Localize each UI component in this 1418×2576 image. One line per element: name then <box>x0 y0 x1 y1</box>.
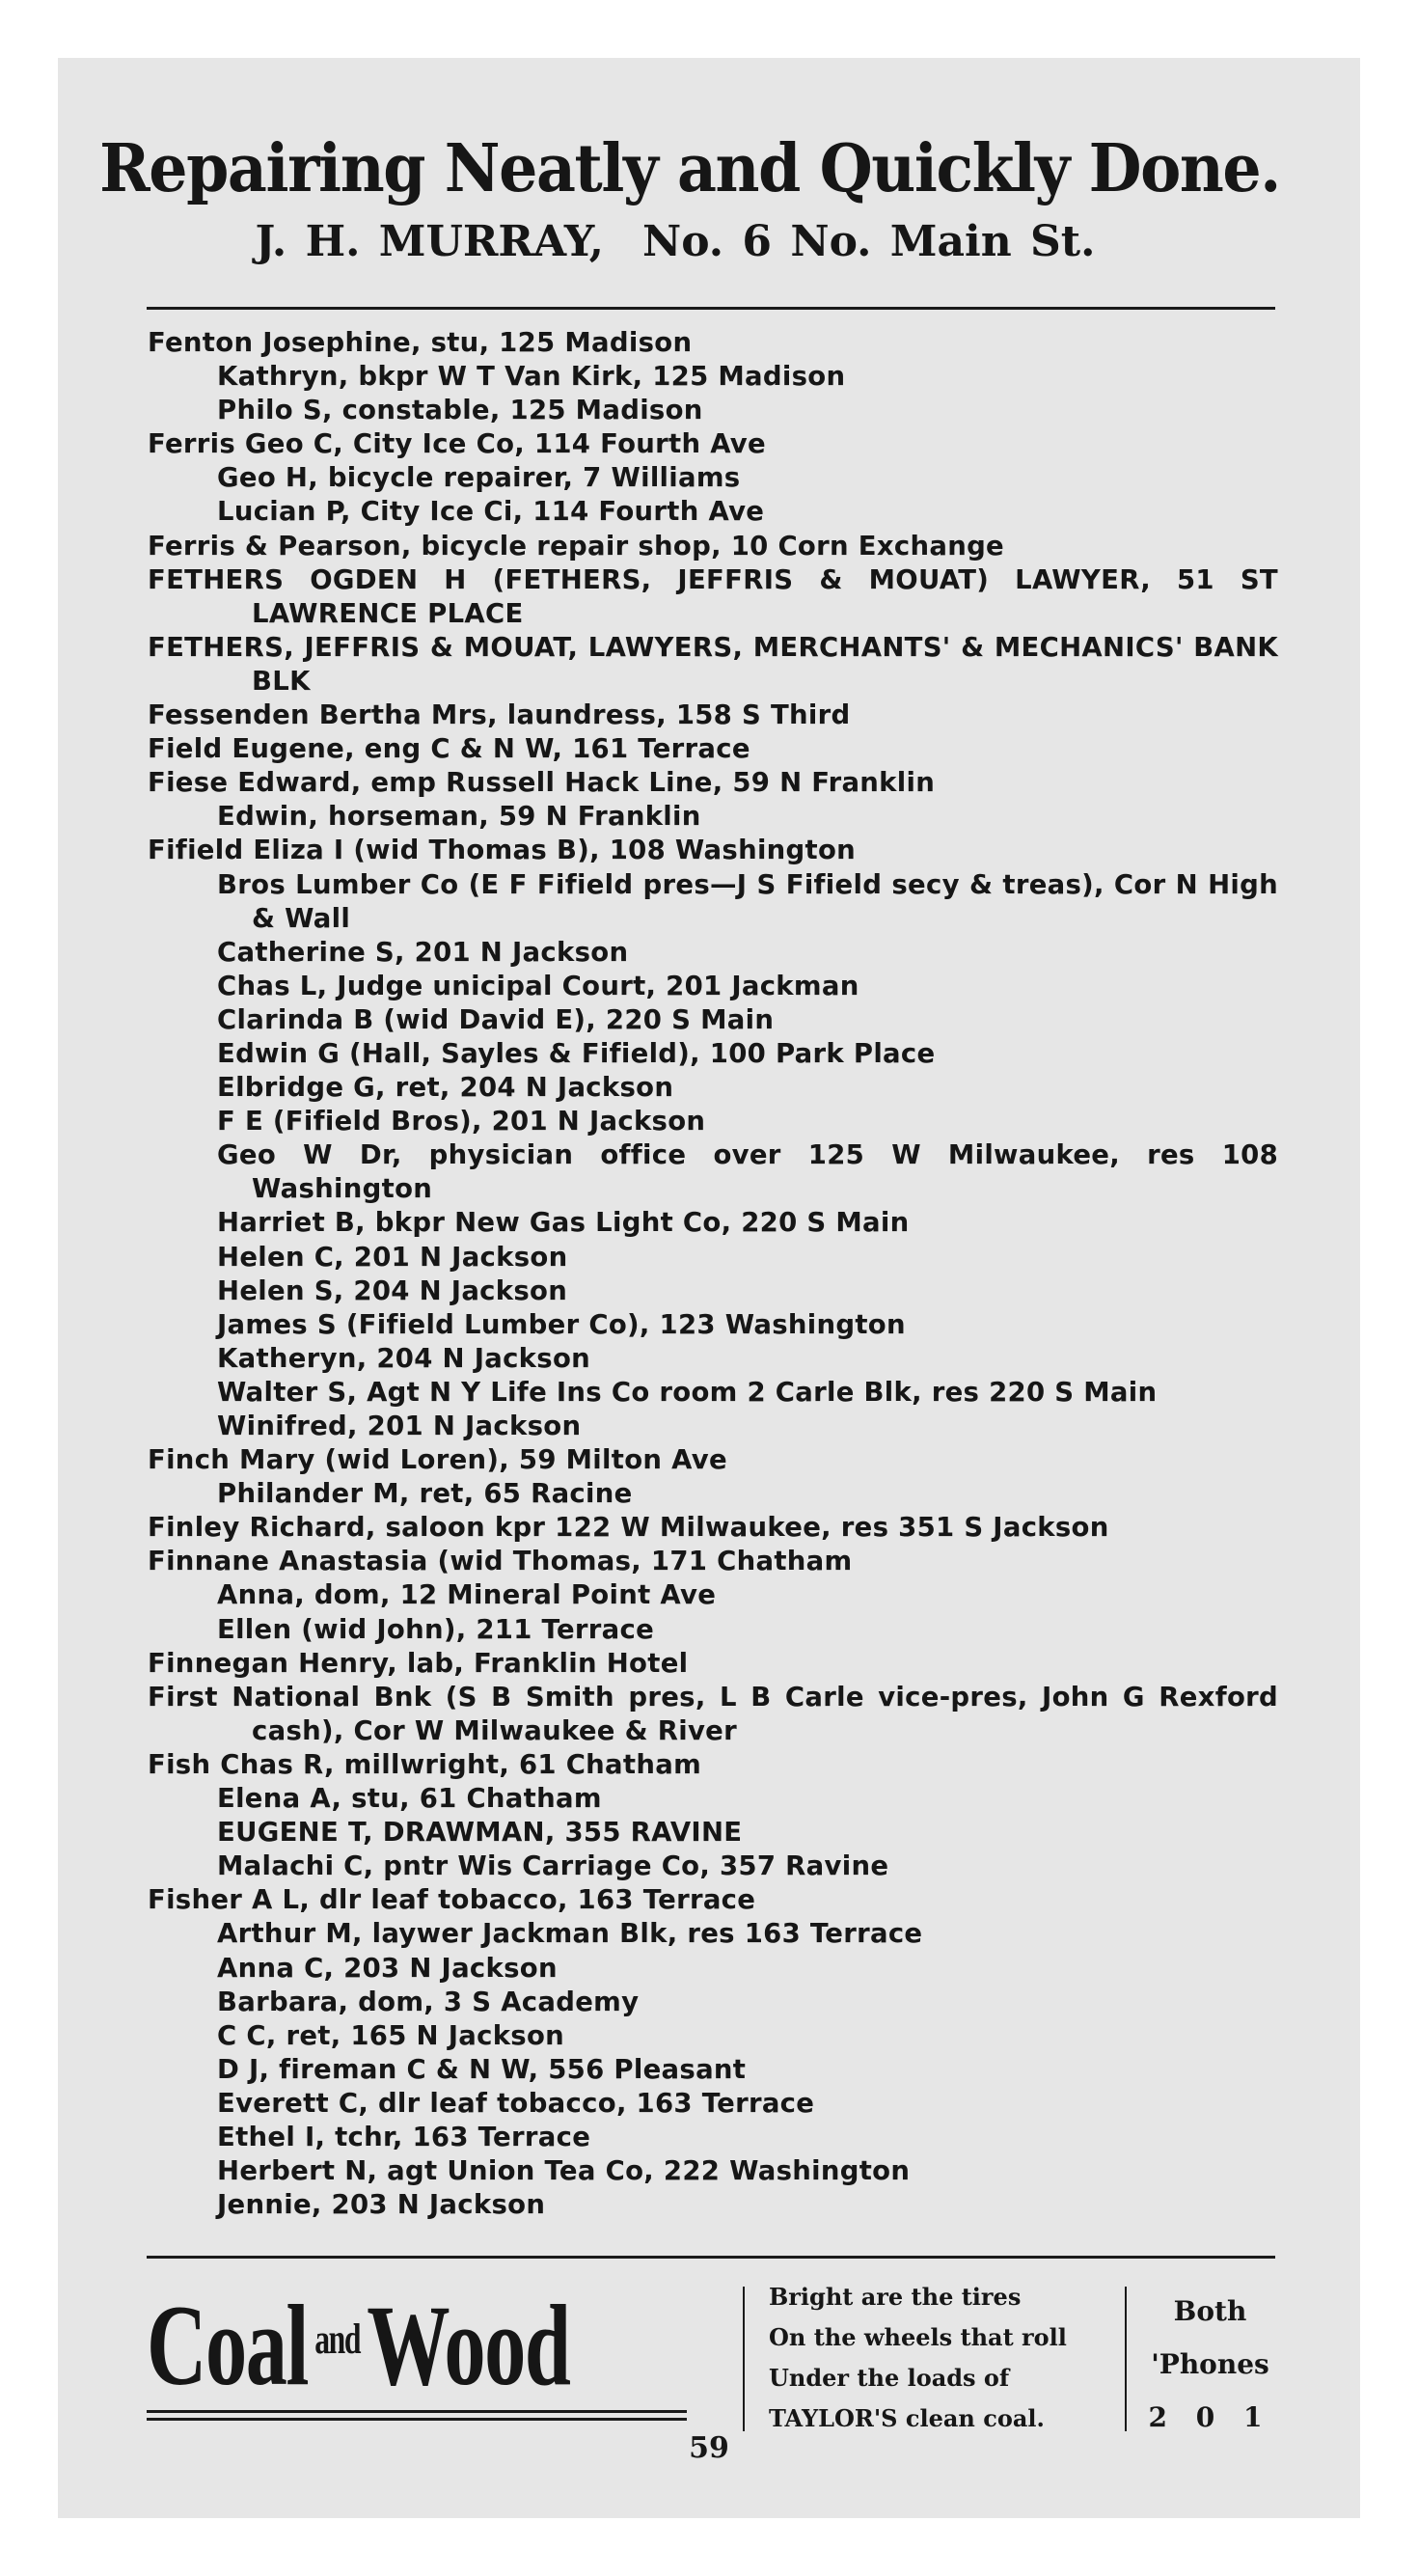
directory-entry: Edwin G (Hall, Sayles & Fifield), 100 Park Place <box>217 1037 936 1069</box>
directory-entry: James S (Fifield Lumber Co), 123 Washington <box>217 1308 906 1340</box>
directory-entry: FETHERS OGDEN H (FETHERS, JEFFRIS & MOUAT) LAWYER, 51 ST LAWRENCE PLACE <box>148 563 1278 629</box>
phone-number: 2 0 1 <box>1148 2401 1272 2433</box>
phones-label: 'Phones <box>1151 2348 1269 2380</box>
directory-entry: Walter S, Agt N Y Life Ins Co room 2 Carle Blk, res 220 S Main <box>217 1376 1158 1408</box>
directory-entry: Kathryn, bkpr W T Van Kirk, 125 Madison <box>217 361 846 393</box>
directory-entry: Edwin, horseman, 59 N Franklin <box>217 801 701 833</box>
directory-entry: First National Bnk (S B Smith pres, L B Carle vice-pres, John G Rexford cash), Cor W Milwaukee & River <box>148 1681 1278 1746</box>
directory-entry: Anna, dom, 12 Mineral Point Ave <box>217 1579 717 1611</box>
directory-entry: D J, fireman C & N W, 556 Pleasant <box>217 2053 747 2085</box>
ad-separator-left <box>743 2287 745 2431</box>
ad-business-name: J. H. MURRAY, <box>255 217 604 266</box>
ad-subline <box>0 215 1360 269</box>
directory-entry: Field Eugene, eng C & N W, 161 Terrace <box>148 733 750 765</box>
directory-entry: Fenton Josephine, stu, 125 Madison <box>148 327 693 358</box>
directory-entry: Fish Chas R, millwright, 61 Chatham <box>148 1748 702 1780</box>
directory-entry: Lucian P, City Ice Ci, 114 Fourth Ave <box>217 496 765 528</box>
slogan-line: Under the loads of <box>769 2364 1010 2392</box>
directory-entry: Ferris Geo C, City Ice Co, 114 Fourth Ave <box>148 428 766 460</box>
directory-entry: Helen S, 204 N Jackson <box>217 1274 568 1306</box>
and-word: and <box>314 2316 361 2363</box>
directory-entry: Elbridge G, ret, 204 N Jackson <box>217 1072 674 1104</box>
directory-listing <box>148 326 1278 2222</box>
directory-entry: Finch Mary (wid Loren), 59 Milton Ave <box>148 1444 727 1476</box>
directory-entry: Fessenden Bertha Mrs, laundress, 158 S Third <box>148 699 851 731</box>
directory-entry: Ferris & Pearson, bicycle repair shop, 10 Corn Exchange <box>148 530 1005 562</box>
directory-entry: Finnane Anastasia (wid Thomas, 171 Chatham <box>148 1546 853 1577</box>
directory-entry: Geo H, bicycle repairer, 7 Williams <box>217 462 741 494</box>
phones-label-both: Both <box>1173 2295 1247 2327</box>
directory-entry: Finnegan Henry, lab, Franklin Hotel <box>148 1647 689 1679</box>
ad-separator-right <box>1125 2287 1127 2431</box>
footer-divider <box>147 2256 1275 2259</box>
directory-entry: Philander M, ret, 65 Racine <box>217 1478 633 1510</box>
directory-entry: Ellen (wid John), 211 Terrace <box>217 1613 655 1645</box>
directory-entry: Elena A, stu, 61 Chatham <box>217 1783 602 1815</box>
directory-entry: Philo S, constable, 125 Madison <box>217 395 703 426</box>
directory-entry: Fiese Edward, emp Russell Hack Line, 59 N Franklin <box>148 767 936 799</box>
coal-and-wood-title <box>147 2267 570 2418</box>
directory-entry: Bros Lumber Co (E F Fifield pres—J S Fifield secy & treas), Cor N High & Wall <box>217 868 1278 934</box>
directory-entry: Ethel I, tchr, 163 Terrace <box>217 2121 591 2152</box>
slogan-block <box>769 2277 1116 2439</box>
directory-entry: C C, ret, 165 N Jackson <box>217 2019 565 2051</box>
directory-entry: Jennie, 203 N Jackson <box>217 2189 546 2221</box>
page-number: 59 <box>689 2431 729 2465</box>
directory-entry: Chas L, Judge unicipal Court, 201 Jackman <box>217 970 859 1001</box>
directory-entry: Arthur M, laywer Jackman Blk, res 163 Terrace <box>217 1918 923 1950</box>
directory-entry: Winifred, 201 N Jackson <box>217 1411 582 1441</box>
slogan-line: TAYLOR'S clean coal. <box>769 2404 1045 2432</box>
directory-entry: Katheryn, 204 N Jackson <box>217 1342 591 1374</box>
directory-entry: Fifield Eliza I (wid Thomas B), 108 Washington <box>148 835 857 866</box>
slogan-line: Bright are the tires <box>769 2283 1022 2311</box>
directory-entry: Geo W Dr, physician office over 125 W Milwaukee, res 108 Washington <box>217 1139 1278 1205</box>
directory-entry: Anna C, 203 N Jackson <box>217 1952 558 1984</box>
directory-entry: Harriet B, bkpr New Gas Light Co, 220 S Main <box>217 1207 910 1239</box>
directory-entry: Herbert N, agt Union Tea Co, 222 Washington <box>217 2155 911 2187</box>
directory-page <box>58 58 1360 2518</box>
footer-advertisement <box>147 2267 1280 2451</box>
directory-entry: Helen C, 201 N Jackson <box>217 1241 568 1273</box>
wood-word: Wood <box>367 2281 570 2409</box>
directory-entry: Finley Richard, saloon kpr 122 W Milwaukee, res 351 S Jackson <box>148 1512 1109 1544</box>
coal-word: Coal <box>147 2281 309 2409</box>
directory-entry: FETHERS, JEFFRIS & MOUAT, LAWYERS, MERCHANTS' & MECHANICS' BANK BLK <box>148 631 1278 697</box>
phones-block <box>1140 2285 1280 2444</box>
ad-address: No. 6 No. Main St. <box>642 217 1096 266</box>
title-underline-bottom <box>147 2418 687 2421</box>
directory-entry: F E (Fifield Bros), 201 N Jackson <box>217 1106 706 1137</box>
header-advertisement <box>58 130 1360 269</box>
directory-entry: Catherine S, 201 N Jackson <box>217 936 629 968</box>
slogan-line: On the wheels that roll <box>769 2323 1067 2351</box>
directory-entry: Clarinda B (wid David E), 220 S Main <box>217 1003 775 1035</box>
title-underline-top <box>147 2410 687 2413</box>
header-divider <box>147 307 1275 310</box>
ad-headline: Repairing Neatly and Quickly Done. <box>99 130 1280 207</box>
directory-entry: Fisher A L, dlr leaf tobacco, 163 Terrace <box>148 1884 756 1916</box>
directory-entry: Malachi C, pntr Wis Carriage Co, 357 Ravine <box>217 1850 889 1882</box>
directory-entry: Barbara, dom, 3 S Academy <box>217 1986 640 2017</box>
directory-entry: Everett C, dlr leaf tobacco, 163 Terrace <box>217 2087 815 2119</box>
directory-entry: EUGENE T, DRAWMAN, 355 RAVINE <box>217 1817 743 1849</box>
